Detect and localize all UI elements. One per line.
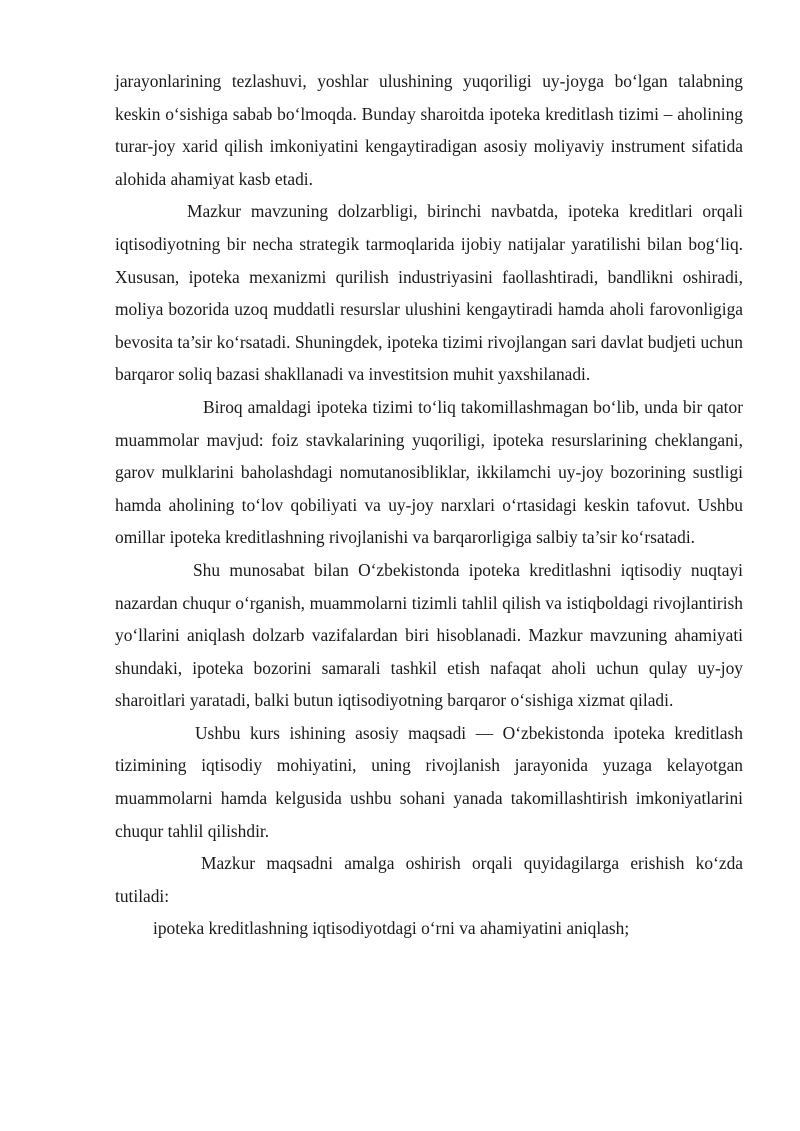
paragraph-problems: Biroq amaldagi ipoteka tizimi to‘liq takomillashmagan bo‘lib, unda bir qator muammolar mavjud: foiz stavkalarining yuqoriligi, ipoteka resurslarining cheklangani, garov mulklarini baholashdagi nomutanosibliklar, ikkilamchi uy-joy bozorining sustligi hamda aholining to‘lov qobiliyati va uy-joy narxlari o‘rtasidagi keskin tafovut. Ushbu omillar ipoteka kreditlashning rivojlanishi va barqarorligiga salbiy ta’sir ko‘rsatadi. (115, 396, 743, 548)
paragraph-continuation: jarayonlarining tezlashuvi, yoshlar ulushining yuqoriligi uy-joyga bo‘lgan talabning keskin o‘sishiga sabab bo‘lmoqda. Bunday sharoitda ipoteka kreditlash tizimi – aholining turar-joy xarid qilish imkoniyatini kengaytiradigan asosiy moliyaviy instrument sifatida alohida ahamiyat kasb etadi. (115, 71, 743, 189)
paragraph-relevance: Mazkur mavzuning dolzarbligi, birinchi navbatda, ipoteka kreditlari orqali iqtisodiyotning bir necha strategik tarmoqlarida ijobiy natijalar yaratilishi bilan bog‘liq. Xususan, ipoteka mexanizmi qurilish industriyasini faollashtiradi, bandlikni oshiradi, moliya bozorida uzoq muddatli resurslar ulushini kengaytiradi hamda aholi farovonligiga bevosita ta’sir ko‘rsatadi. Shuningdek, ipoteka tizimi rivojlangan sari davlat budjeti uchun barqaror soliq bazasi shakllanadi va investitsion muhit yaxshilanadi. (115, 201, 743, 385)
paragraph-objectives-intro: Mazkur maqsadni amalga oshirish orqali quyidagilarga erishish ko‘zda tutiladi: (115, 853, 743, 906)
list-item: ipoteka kreditlashning iqtisodiyotdagi o‘rni va ahamiyatini aniqlash; (153, 918, 630, 939)
paragraph-aim: Ushbu kurs ishining asosiy maqsadi — O‘zbekistonda ipoteka kreditlash tizimining iqtisodiy mohiyatini, uning rivojlanish jarayonida yuzaga kelayotgan muammolarni hamda kelgusida ushbu sohani yanada takomillashtirish imkoniyatlarini chuqur tahlil qilishdir. (115, 722, 743, 841)
paragraph-importance: Shu munosabat bilan O‘zbekistonda ipoteka kreditlashni iqtisodiy nuqtayi nazardan chuqur o‘rganish, muammolarni tizimli tahlil qilish va istiqboldagi rivojlantirish yo‘llarini aniqlash dolzarb vazifalardan biri hisoblanadi. Mazkur mavzuning ahamiyati shundaki, ipoteka bozorini samarali tashkil etish nafaqat aholi uchun qulay uy-joy sharoitlari yaratadi, balki butun iqtisodiyotning barqaror o‘sishiga xizmat qiladi. (115, 559, 743, 711)
